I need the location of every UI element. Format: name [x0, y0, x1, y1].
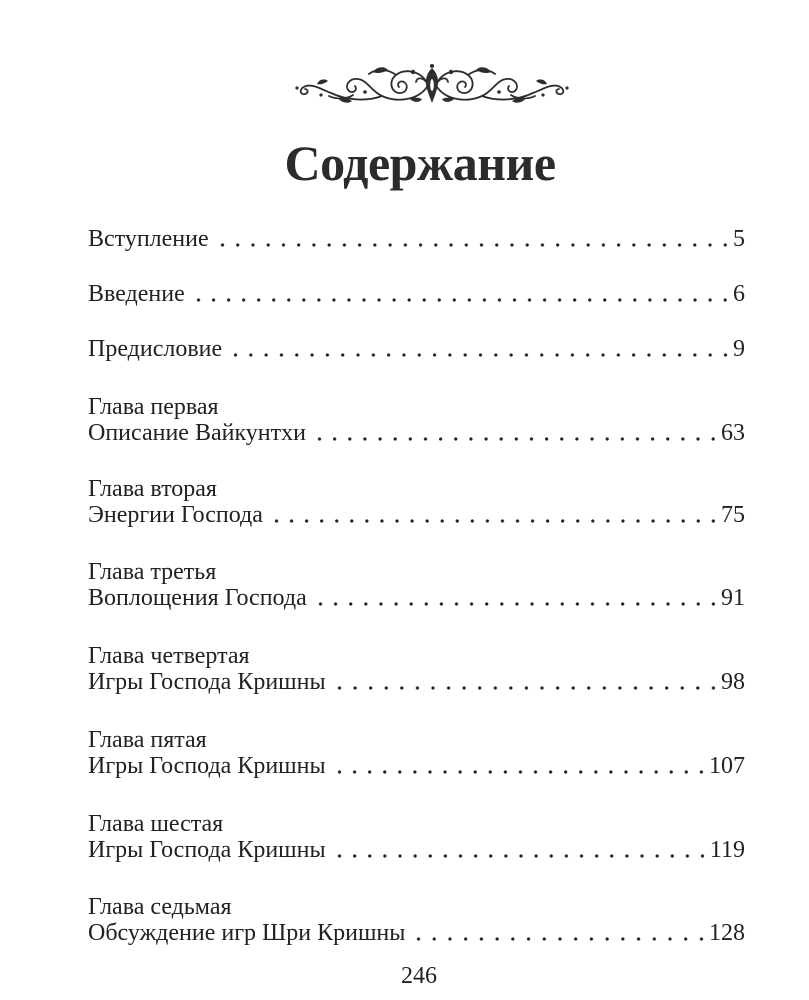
toc-row [88, 837, 745, 863]
toc-row [88, 281, 745, 307]
toc-row [88, 753, 745, 779]
toc-leader [215, 226, 733, 252]
toc-row [88, 585, 745, 611]
chapter-label: Глава первая [88, 394, 219, 420]
toc-page-number: 5 [733, 226, 745, 252]
toc-row [88, 502, 745, 528]
toc-page-number: 75 [721, 502, 745, 528]
toc-page-number: 91 [721, 585, 745, 611]
toc-leader [191, 281, 733, 307]
toc-entry-title: Игры Господа Кришны [88, 669, 326, 695]
toc-entry [88, 281, 745, 307]
toc-page-number: 107 [709, 753, 745, 779]
chapter-label: Глава третья [88, 559, 217, 585]
toc-leader [332, 837, 710, 863]
toc-entry-title: Вступление [88, 226, 209, 252]
chapter-label: Глава пятая [88, 727, 207, 753]
toc-entry [88, 894, 745, 946]
toc-page-number: 128 [709, 920, 745, 946]
toc-page-number: 63 [721, 420, 745, 446]
toc-row [88, 420, 745, 446]
toc-leader [269, 502, 721, 528]
toc-entry [88, 394, 745, 446]
toc-entry-title: Предисловие [88, 336, 223, 362]
ornament [291, 62, 573, 108]
toc-entry-title: Игры Господа Кришны [88, 753, 326, 779]
toc-leader [228, 336, 733, 362]
chapter-label: Глава шестая [88, 811, 224, 837]
toc-row [88, 920, 745, 946]
toc-leader [411, 920, 709, 946]
toc-entry [88, 559, 745, 611]
toc-leader [312, 420, 721, 446]
toc-leader [332, 753, 709, 779]
chapter-label: Глава вторая [88, 476, 217, 502]
toc-entry [88, 336, 745, 362]
toc-row [88, 336, 745, 362]
toc-page-number: 98 [721, 669, 745, 695]
toc-entry-title: Энергии Господа [88, 502, 263, 528]
toc-entry [88, 226, 745, 252]
toc-leader [313, 585, 721, 611]
toc-entry [88, 476, 745, 528]
toc-entry-title: Игры Господа Кришны [88, 837, 326, 863]
page-title: Содержание [284, 135, 556, 191]
toc-entry [88, 727, 745, 779]
footer-page-number: 246 [401, 963, 437, 989]
toc-entry-title: Введение [88, 281, 185, 307]
toc-page-number: 119 [709, 837, 745, 863]
toc-row [88, 669, 745, 695]
toc-row [88, 226, 745, 252]
toc-page-number: 9 [733, 336, 745, 362]
toc-page-number: 6 [733, 281, 745, 307]
toc-entry-title: Обсуждение игр Шри Кришны [88, 920, 406, 946]
toc-entry-title: Воплощения Господа [88, 585, 307, 611]
toc-entry-title: Описание Вайкунтхи [88, 420, 306, 446]
chapter-label: Глава четвертая [88, 643, 250, 669]
chapter-label: Глава седьмая [88, 894, 232, 920]
toc-leader [332, 669, 721, 695]
toc-entry [88, 811, 745, 863]
toc-entry [88, 643, 745, 695]
